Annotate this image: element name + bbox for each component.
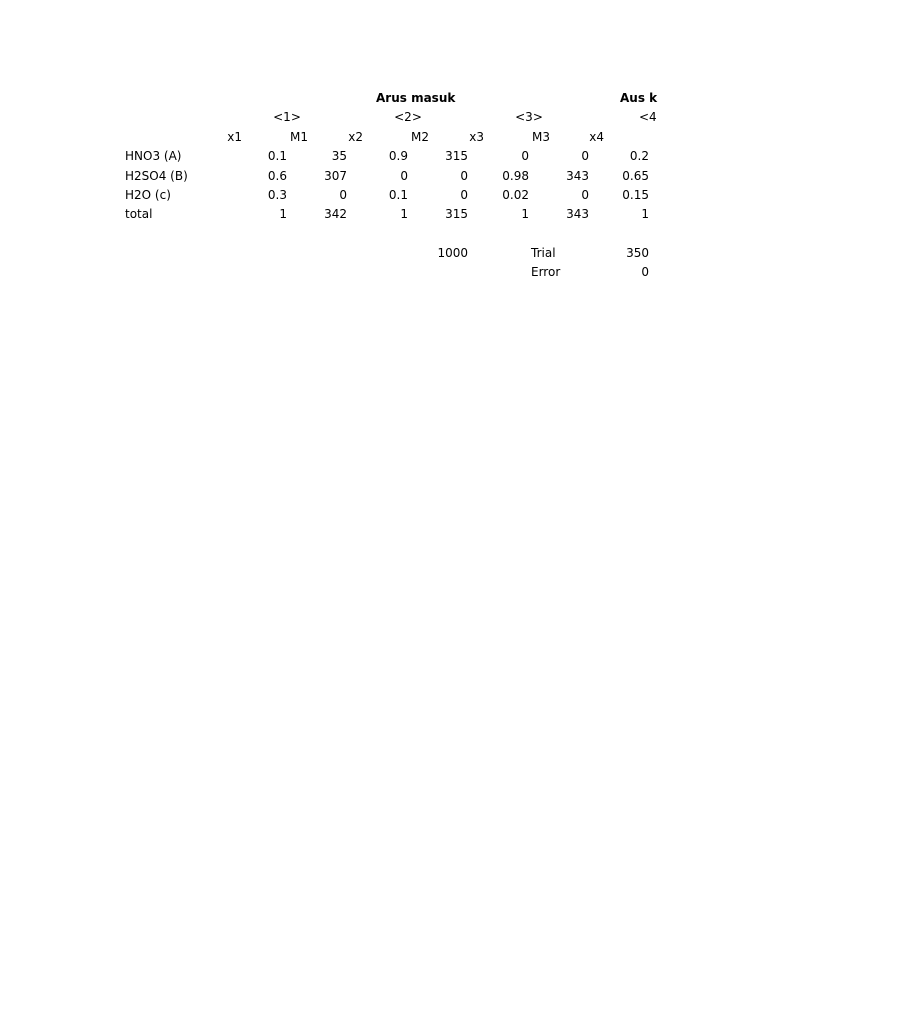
cell-x3: 0 [521, 149, 529, 163]
cell-m1: 307 [324, 169, 347, 183]
col-x1-header: x1 [227, 130, 242, 144]
trial-value: 350 [626, 246, 649, 260]
error-value: 0 [641, 265, 649, 279]
cell-m3: 343 [566, 169, 589, 183]
cell-x2: 0 [400, 169, 408, 183]
cell-x3: 1 [521, 207, 529, 221]
col-x3-header: x3 [469, 130, 484, 144]
sheet-viewport [0, 0, 658, 300]
trial-label: Trial [531, 246, 556, 260]
cell-x4: 0.65 [622, 169, 649, 183]
cell-m2: 0 [460, 188, 468, 202]
col-x2-header: x2 [348, 130, 363, 144]
cell-m2: 315 [445, 207, 468, 221]
row-label-h2o: H2O (c) [125, 188, 171, 202]
header-row-columns [0, 128, 900, 147]
col-m2-header: M2 [411, 130, 429, 144]
stream-4-label: <4 [639, 110, 657, 124]
cell-x3: 0.02 [502, 188, 529, 202]
header-row-groups [0, 89, 900, 108]
row-label-h2so4: H2SO4 (B) [125, 169, 188, 183]
cell-x1: 0.3 [267, 188, 287, 202]
cell-x1: 1 [279, 207, 287, 221]
row-label-total: total [125, 207, 153, 221]
arus-masuk-heading: Arus masuk [376, 91, 456, 105]
cell-m1: 35 [331, 149, 347, 163]
cell-m3: 0 [581, 149, 589, 163]
col-m3-header: M3 [532, 130, 550, 144]
cell-x2: 1 [400, 207, 408, 221]
table-row-total [0, 205, 900, 224]
row-label-hno3: HNO3 (A) [125, 149, 182, 163]
cell-x1: 0.6 [267, 169, 287, 183]
stream-2-label: <2> [394, 110, 422, 124]
error-row [0, 263, 900, 282]
error-label: Error [531, 265, 561, 279]
cell-m2: 315 [445, 149, 468, 163]
cell-m3: 343 [566, 207, 589, 221]
cell-m2: 0 [460, 169, 468, 183]
trial-row [0, 244, 900, 263]
aus-k-heading: Aus k [620, 91, 658, 105]
value-1000: 1000 [437, 246, 468, 260]
stream-3-label: <3> [515, 110, 543, 124]
table-row [0, 186, 900, 205]
table-row [0, 147, 900, 166]
col-x4-header: x4 [589, 130, 604, 144]
table-row [0, 167, 900, 186]
header-row-streams [0, 108, 900, 127]
cell-x2: 0.9 [388, 149, 408, 163]
col-m1-header: M1 [290, 130, 308, 144]
stream-1-label: <1> [273, 110, 301, 124]
cell-x2: 0.1 [388, 188, 408, 202]
cell-m1: 0 [339, 188, 347, 202]
cell-x4: 1 [641, 207, 649, 221]
cell-x4: 0.2 [629, 149, 649, 163]
cell-m1: 342 [324, 207, 347, 221]
cell-m3: 0 [581, 188, 589, 202]
cell-x1: 0.1 [267, 149, 287, 163]
cell-x3: 0.98 [502, 169, 529, 183]
cell-x4: 0.15 [622, 188, 649, 202]
